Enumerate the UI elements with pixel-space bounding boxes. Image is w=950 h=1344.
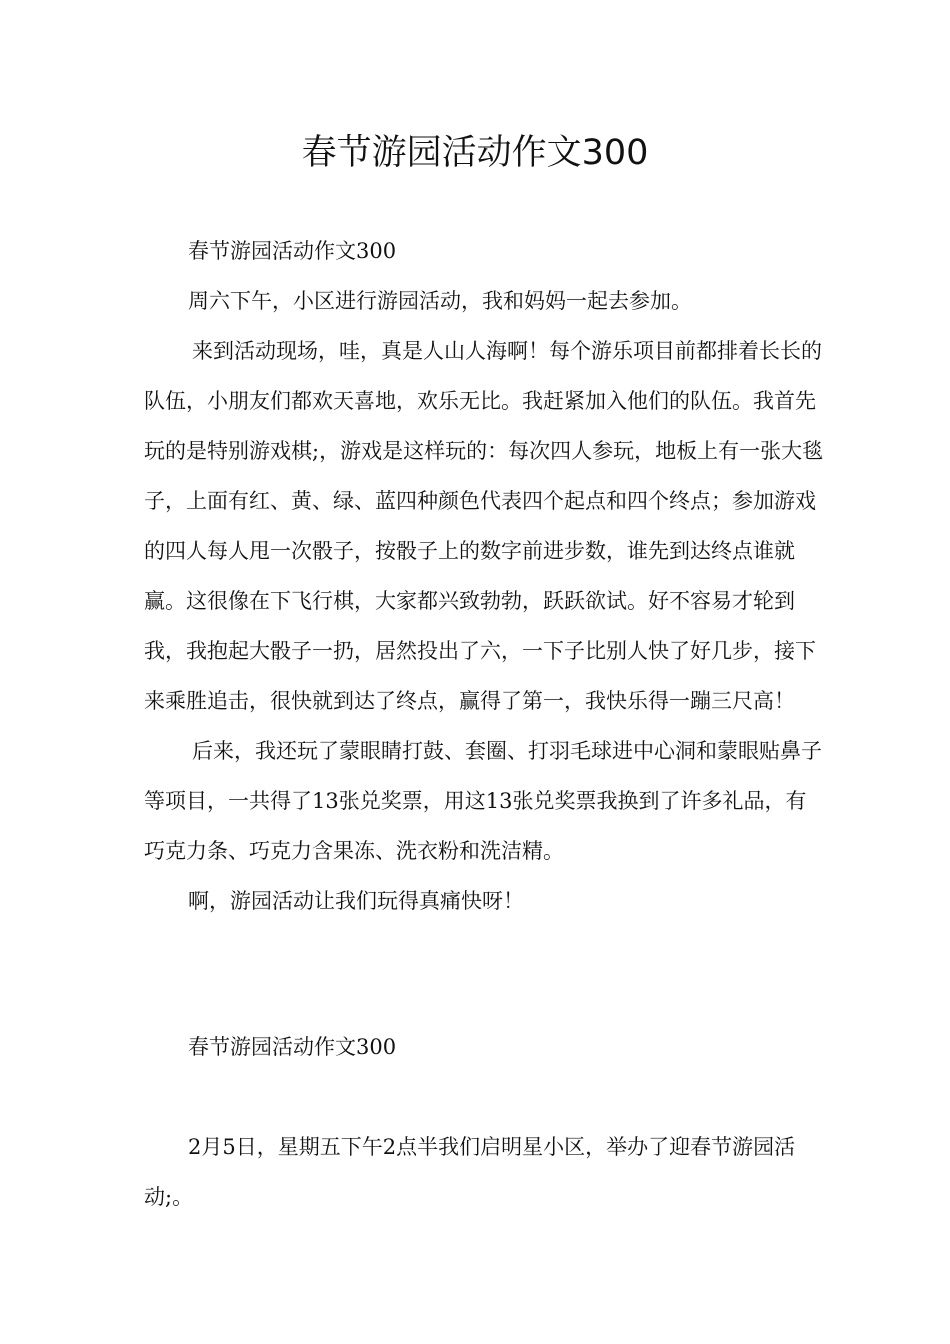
document-title: 春节游园活动作文300	[301, 133, 649, 173]
essay-section-2	[144, 1122, 824, 1222]
essay-section-2-heading-block	[144, 1022, 824, 1072]
section-heading: 春节游园活动作文300	[188, 239, 397, 263]
paragraph: 2月5日，星期五下午2点半我们启明星小区，举办了迎春节游园活动;。	[144, 1135, 796, 1209]
essay-section-1	[144, 226, 824, 926]
paragraph: 来到活动现场，哇，真是人山人海啊！每个游乐项目前都排着长长的队伍，小朋友们都欢天喜地，欢乐无比。我赶紧加入他们的队伍。我首先玩的是特别游戏棋;，游戏是这样玩的：每次四人参玩，地板上有一张大毯子，上面有红、黄、绿、蓝四种颜色代表四个起点和四个终点；参加游戏的四人每人甩一次骰子，按骰子上的数字前进步数，谁先到达终点谁就赢。这很像在下飞行棋，大家都兴致勃勃，跃跃欲试。好不容易才轮到我，我抱起大骰子一扔，居然投出了六，一下子比别人快了好几步，接下来乘胜追击，很快就到达了终点，赢得了第一，我快乐得一蹦三尺高！	[144, 339, 824, 713]
paragraph: 周六下午，小区进行游园活动，我和妈妈一起去参加。	[188, 289, 692, 313]
section-heading: 春节游园活动作文300	[188, 1035, 397, 1059]
paragraph: 啊，游园活动让我们玩得真痛快呀！	[188, 889, 524, 913]
paragraph: 后来，我还玩了蒙眼睛打鼓、套圈、打羽毛球进中心洞和蒙眼贴鼻子等项目，一共得了13张兑奖票，用这13张兑奖票我换到了许多礼品，有巧克力条、巧克力含果冻、洗衣粉和洗洁精。	[144, 739, 822, 863]
